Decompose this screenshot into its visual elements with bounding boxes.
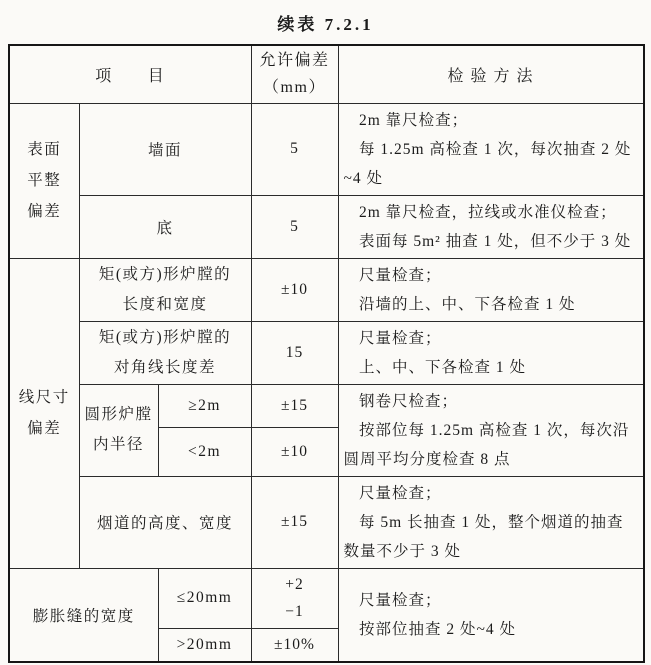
item-rect-lw-line1: 矩(或方)形炉膛的 [98,265,232,283]
item-wall: 墙面 [79,103,251,195]
item-rect-diag-line2: 对角线长度差 [113,358,216,376]
method-expansion-p2: 按部位抽查 2 处~4 处 [359,620,517,638]
deviation-round-lt2m: ±10 [251,427,338,476]
method-wall-p2: 每 1.25m 高检查 1 次，每次抽查 2 处~4 处 [343,140,632,187]
item-expansion-le20: ≤20mm [158,568,251,628]
group-label-linesize-line2: 偏差 [27,420,62,437]
deviation-rect-lw: ±10 [251,258,338,321]
method-flue-p2: 每 5m 长抽查 1 处，整个烟道的抽查数量不少于 3 处 [343,513,624,560]
method-rect-diag-p2: 上、中、下各检查 1 处 [359,358,527,376]
method-bottom-p1: 2m 靠尺检查，拉线或水准仪检查； [359,203,617,221]
row-bottom [9,195,644,258]
deviation-expansion-le20 [251,568,338,628]
group-label-surface-line2: 平整 [27,172,62,189]
method-rect-lw-p1: 尺量检查； [359,266,442,284]
row-round-ge2m [9,384,644,427]
method-bottom [338,195,644,258]
method-expansion-p1: 尺量检查； [359,591,442,609]
method-wall-p1: 2m 靠尺检查； [359,111,469,129]
header-deviation-unit: （mm） [263,79,326,97]
method-flue [338,476,644,568]
item-rect-diag-line1: 矩(或方)形炉膛的 [98,328,232,346]
header-deviation-line1: 允许偏差 [259,52,330,70]
deviation-expansion-le20-minus: −1 [285,603,304,620]
method-expansion [338,568,644,662]
method-rect-diag-p1: 尺量检查； [359,329,442,347]
deviation-expansion-le20-plus: +2 [285,576,304,593]
page-title: 续表 7.2.1 [277,15,374,34]
header-deviation [251,45,338,103]
deviation-expansion-gt20: ±10% [251,628,338,662]
group-label-expansion: 膨胀缝的宽度 [9,568,158,662]
item-round-radius [79,384,158,476]
row-rect-lw [9,258,644,321]
group-label-surface [9,103,79,258]
row-rect-diag [9,321,644,384]
item-round-ge2m: ≥2m [158,384,251,427]
method-wall [338,103,644,195]
item-round-radius-line1: 圆形炉膛 [84,406,153,423]
item-rect-lw-line2: 长度和宽度 [122,295,208,313]
header-method: 检 验 方 法 [338,45,644,103]
item-rect-diag [79,321,251,384]
method-round-p1: 钢卷尺检查； [359,392,459,410]
item-bottom: 底 [79,195,251,258]
method-round [338,384,644,476]
group-label-surface-line3: 偏差 [27,203,62,220]
deviation-flue: ±15 [251,476,338,568]
group-label-surface-line1: 表面 [27,141,62,158]
method-rect-diag [338,321,644,384]
item-round-radius-line2: 内半径 [92,436,144,453]
header-item: 项 目 [9,45,251,103]
row-expansion-le20 [9,568,644,628]
deviation-wall: 5 [251,103,338,195]
method-bottom-p2: 表面每 5m² 抽查 1 处，但不少于 3 处 [359,232,632,250]
row-wall [9,103,644,195]
method-flue-p1: 尺量检查； [359,484,442,502]
group-label-linesize-line1: 线尺寸 [18,389,70,406]
header-row [9,45,644,103]
method-round-p2: 按部位每 1.25m 高检查 1 次，每次沿圆周平均分度检查 8 点 [343,421,630,468]
deviation-round-ge2m: ±15 [251,384,338,427]
group-label-linesize [9,258,79,568]
method-rect-lw [338,258,644,321]
row-flue [9,476,644,568]
item-flue: 烟道的高度、宽度 [79,476,251,568]
item-rect-lw [79,258,251,321]
item-expansion-gt20: >20mm [158,628,251,662]
deviation-table [8,44,645,663]
deviation-rect-diag: 15 [251,321,338,384]
method-rect-lw-p2: 沿墙的上、中、下各检查 1 处 [359,295,576,313]
item-round-lt2m: <2m [158,427,251,476]
deviation-bottom: 5 [251,195,338,258]
